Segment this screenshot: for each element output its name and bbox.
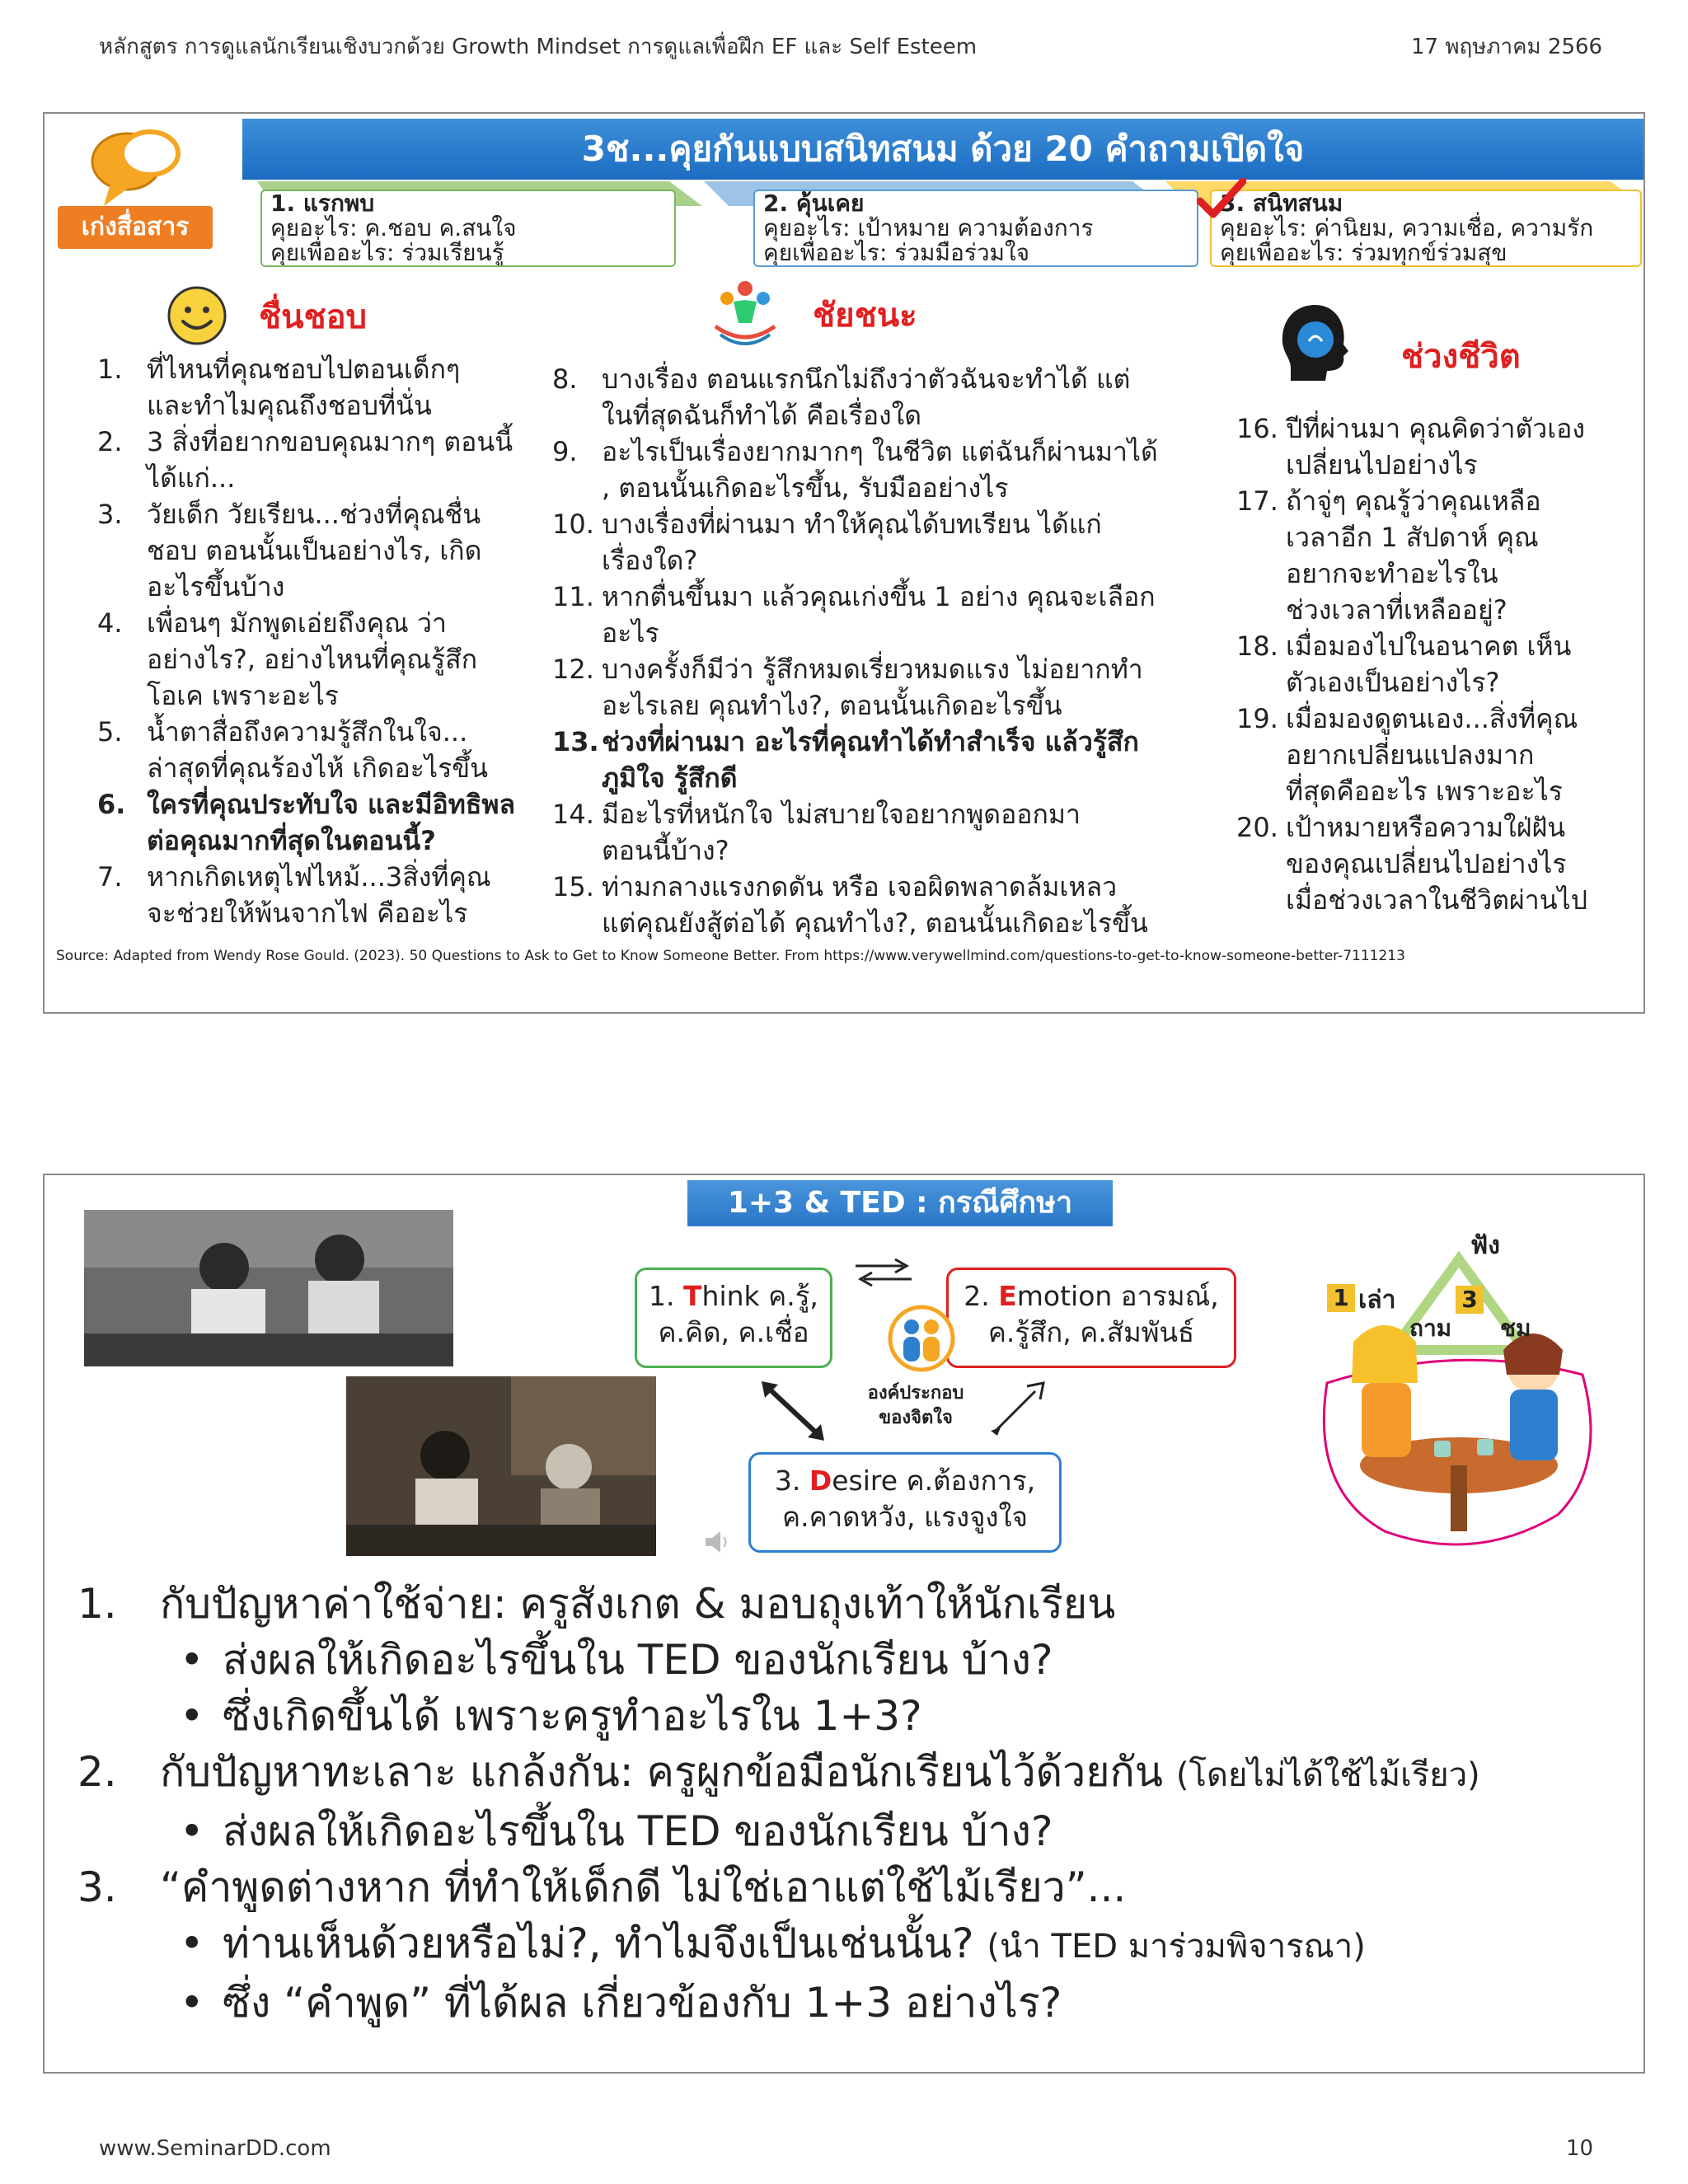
stage-purpose: คุยเพื่ออะไร: ร่วมเรียนรู้ xyxy=(270,239,504,266)
item-text: ส่งผลให้เกิดอะไรขึ้นใน TED ของนักเรียน บ้าง? xyxy=(223,1636,1053,1684)
question-text-line: อะไรขึ้นบ้าง xyxy=(147,571,285,602)
question-text-line: น้ำตาสื่อถึงความรู้สึกในใจ... xyxy=(147,716,468,748)
question-item xyxy=(552,506,1278,579)
question-number: 6. xyxy=(97,789,126,820)
question-number: 15. xyxy=(552,871,594,902)
question-text-line: 3 สิ่งที่อยากขอบคุณมากๆ ตอนนี้ xyxy=(147,426,513,457)
stage-title: 3. สนิทสนม xyxy=(1220,190,1343,217)
smiley-icon xyxy=(165,284,229,348)
question-item xyxy=(97,714,600,786)
emotion-box xyxy=(946,1268,1236,1368)
desire-label: esire ค.ต้องการ, xyxy=(832,1465,1036,1497)
think-label: hink ค.รู้, xyxy=(701,1280,818,1312)
question-item xyxy=(1236,701,1632,809)
source-citation: Source: Adapted from Wendy Rose Gould. (2023). 50 Questions to Ask to Get to Know Someone Better. From https://www.verywellmind.com/questions-to-get-to-know-someone-better-7111213 xyxy=(56,948,1405,964)
discussion-subitem xyxy=(77,1803,1480,1859)
discussion-questions xyxy=(77,1576,1480,2031)
bullet: • xyxy=(180,1692,204,1740)
question-text-line: อะไรเป็นเรื่องยากมากๆ ในชีวิต แต่ฉันก็ผ่านมาได้ xyxy=(602,436,1158,467)
discussion-subitem xyxy=(77,1632,1480,1688)
discussion-item xyxy=(77,1744,1480,1803)
people-trophy-icon xyxy=(709,277,781,348)
stage-familiar xyxy=(753,190,1198,267)
category-likes: ชื่นชอบ xyxy=(259,298,368,336)
item-number: 3. xyxy=(77,1863,117,1911)
question-text-line: เปลี่ยนไปอย่างไร xyxy=(1286,449,1478,480)
question-item xyxy=(97,496,600,605)
question-number: 18. xyxy=(1236,630,1278,662)
think-box xyxy=(635,1268,832,1368)
item-text: ส่งผลให้เกิดอะไรขึ้นใน TED ของนักเรียน บ้าง? xyxy=(223,1807,1053,1855)
discussion-subitem xyxy=(77,1915,1480,1975)
item-text: ซึ่งเกิดขึ้นได้ เพราะครูทำอะไรใน 1+3? xyxy=(223,1692,922,1740)
question-text-line: แต่คุณยังสู้ต่อได้ คุณทำไง?, ตอนนั้นเกิดอะไรขึ้น xyxy=(602,907,1148,939)
question-number: 13. xyxy=(552,726,599,757)
item-text: กับปัญหาทะเลาะ แกล้งกัน: ครูผูกข้อมือนักเรียนไว้ด้วยกัน xyxy=(160,1748,1176,1796)
stage-topic: คุยอะไร: ค่านิยม, ความเชื่อ, ความรัก xyxy=(1220,214,1594,241)
item-note: (โดยไม่ได้ใช้ไม้เรียว) xyxy=(1175,1756,1480,1794)
question-text-line: เป้าหมายหรือความใฝ่ฝัน xyxy=(1286,812,1566,843)
comm-tell-number: 1 xyxy=(1327,1284,1355,1312)
question-text-line: วัยเด็ก วัยเรียน...ช่วงที่คุณชื่น xyxy=(147,499,481,530)
question-text-line: ตอนนี้บ้าง? xyxy=(602,835,729,866)
question-text-line: ที่สุดคืออะไร เพราะอะไร xyxy=(1286,776,1563,807)
item-note: (นำ TED มาร่วมพิจารณา) xyxy=(987,1928,1366,1966)
question-number: 2. xyxy=(97,426,123,457)
head-silhouette-icon xyxy=(1276,302,1355,384)
stage-first-meet xyxy=(260,190,676,267)
question-item xyxy=(1236,628,1632,701)
question-item xyxy=(552,361,1278,434)
question-item xyxy=(1236,483,1632,628)
question-text-line: ใครที่คุณประทับใจ และมีอิทธิพล xyxy=(147,789,516,820)
question-text-line: เมื่อมองดูตนเอง...สิ่งที่คุณ xyxy=(1286,703,1578,734)
bullet: • xyxy=(180,1636,204,1684)
stage-title: 1. แรกพบ xyxy=(270,190,375,217)
item-text: ท่านเห็นด้วยหรือไม่?, ทำไมจึงเป็นเช่นนั้น? xyxy=(223,1919,987,1967)
double-arrow-icon xyxy=(852,1256,915,1289)
question-text-line: บางครั้งก็มีว่า รู้สึกหมดเรี่ยวหมดแรง ไม่อยากทำ xyxy=(602,654,1143,685)
question-text-line: อยากจะทำอะไรใน xyxy=(1286,558,1498,589)
question-text-line: ชอบ ตอนนั้นเป็นอย่างไร, เกิด xyxy=(147,535,482,566)
checkmark-icon xyxy=(1197,178,1246,219)
question-text-line: หากเกิดเหตุไฟไหม้...3สิ่งที่คุณ xyxy=(147,861,491,893)
category-victory: ชัยชนะ xyxy=(813,297,917,335)
question-item xyxy=(97,786,600,859)
bullet: • xyxy=(180,1919,204,1967)
question-text-line: อะไร xyxy=(602,617,659,649)
item-text: ซึ่ง “คำพูด” ที่ได้ผล เกี่ยวข้องกับ 1+3 อย่างไร? xyxy=(223,1979,1062,2027)
question-number: 16. xyxy=(1236,413,1278,444)
questions-victory-list xyxy=(552,361,1278,941)
question-item xyxy=(97,859,600,931)
arrow-emotion-desire-icon xyxy=(982,1381,1048,1441)
question-text-line: ในที่สุดฉันก็ทำได้ คือเรื่องใด xyxy=(602,400,922,431)
question-text-line: มีอะไรที่หนักใจ ไม่สบายใจอยากพูดออกมา xyxy=(602,799,1081,830)
question-text-line: ช่วงที่ผ่านมา อะไรที่คุณทำได้ทำสำเร็จ แล้วรู้สึก xyxy=(602,726,1139,757)
question-item xyxy=(552,869,1278,941)
questions-likes-list xyxy=(97,351,600,931)
question-item xyxy=(1236,809,1632,918)
question-number: 9. xyxy=(552,436,578,467)
question-text-line: ได้แก่... xyxy=(147,462,236,494)
mind-components-line1: องค์ประกอบ xyxy=(867,1383,964,1404)
question-text-line: บางเรื่องที่ผ่านมา ทำให้คุณได้บทเรียน ได้แก่ xyxy=(602,509,1102,540)
question-text-line: ของคุณเปลี่ยนไปอย่างไร xyxy=(1286,848,1567,879)
discussion-subitem xyxy=(77,1688,1480,1744)
stage-purpose: คุยเพื่ออะไร: ร่วมมือร่วมใจ xyxy=(763,239,1030,266)
question-text-line: เมื่อมองไปในอนาคต เห็น xyxy=(1286,630,1572,662)
discussion-item xyxy=(77,1859,1480,1915)
course-title: หลักสูตร การดูแลนักเรียนเชิงบวกด้วย Growth Mindset การดูแลเพื่อฝึก EF และ Self Esteem xyxy=(99,35,978,59)
item-text: “คำพูดต่างหาก ที่ทำให้เด็กดี ไม่ใช่เอาแต่ใช้ไม้เรียว”... xyxy=(160,1863,1127,1911)
question-item xyxy=(552,579,1278,651)
question-number: 1. xyxy=(97,354,123,385)
question-text-line: ภูมิใจ รู้สึกดี xyxy=(602,762,738,794)
comm-tell: เล่า xyxy=(1358,1286,1396,1315)
desire-detail: ค.คาดหวัง, แรงจูงใจ xyxy=(782,1501,1028,1533)
classroom-photo-teacher xyxy=(346,1376,656,1556)
emotion-letter: E xyxy=(998,1280,1017,1312)
question-text-line: โอเค เพราะอะไร xyxy=(147,680,339,711)
desire-box xyxy=(748,1452,1062,1553)
question-item xyxy=(97,605,600,714)
desire-letter: D xyxy=(809,1465,832,1497)
slide-ted-case-study xyxy=(43,1174,1645,2074)
question-text-line: อย่างไร?, อย่างไหนที่คุณรู้สึก xyxy=(147,644,478,675)
emotion-num: 2. xyxy=(964,1280,999,1312)
item-number: 1. xyxy=(77,1580,117,1628)
stage-close xyxy=(1210,190,1642,267)
bullet: • xyxy=(180,1807,204,1855)
question-text-line: เวลาอีก 1 สัปดาห์ คุณ xyxy=(1286,522,1539,553)
comm-praise: ชม xyxy=(1500,1315,1531,1342)
header-date: 17 พฤษภาคม 2566 xyxy=(1411,35,1603,59)
question-text-line: เพื่อนๆ มักพูดเอ่ยถึงคุณ ว่า xyxy=(147,607,447,639)
question-text-line: อะไรเลย คุณทำไง?, ตอนนั้นเกิดอะไรขึ้น xyxy=(602,690,1062,721)
conversation-cartoon xyxy=(1294,1218,1612,1556)
question-number: 7. xyxy=(97,861,123,893)
discussion-item xyxy=(77,1576,1480,1632)
question-number: 3. xyxy=(97,499,123,530)
desire-num: 3. xyxy=(774,1465,809,1497)
think-num: 1. xyxy=(649,1280,684,1312)
question-text-line: และทำไมคุณถึงชอบที่นั่น xyxy=(147,390,432,421)
comm-listen: ฟัง xyxy=(1470,1231,1500,1260)
question-number: 19. xyxy=(1236,703,1278,734)
question-text-line: ที่ไหนที่คุณชอบไปตอนเด็กๆ xyxy=(147,354,461,385)
question-text-line: , ตอนนั้นเกิดอะไรขึ้น, รับมืออย่างไร xyxy=(602,472,1009,504)
stage-topic: คุยอะไร: เป้าหมาย ความต้องการ xyxy=(763,214,1094,241)
comm-number-3: 3 xyxy=(1456,1286,1484,1314)
question-number: 4. xyxy=(97,607,123,639)
speech-bubbles-icon xyxy=(86,124,185,214)
question-text-line: ปีที่ผ่านมา คุณคิดว่าตัวเอง xyxy=(1286,413,1585,444)
question-text-line: บางเรื่อง ตอนแรกนึกไม่ถึงว่าตัวฉันจะทำได้ แต่ xyxy=(602,363,1131,395)
question-text-line: อยากเปลี่ยนแปลงมาก xyxy=(1286,739,1535,771)
question-number: 12. xyxy=(552,654,594,685)
page-number: 10 xyxy=(1566,2136,1594,2161)
slide2-title: 1+3 & TED : กรณีศึกษา xyxy=(687,1180,1113,1226)
question-text-line: ถ้าจู่ๆ คุณรู้ว่าคุณเหลือ xyxy=(1286,485,1541,517)
question-number: 14. xyxy=(552,799,594,830)
bullet: • xyxy=(180,1979,204,2027)
question-item xyxy=(552,724,1278,796)
stage-title: 2. คุ้นเคย xyxy=(763,190,865,217)
discussion-subitem xyxy=(77,1975,1480,2031)
item-number: 2. xyxy=(77,1748,117,1796)
mind-components-label xyxy=(854,1381,978,1431)
footer-website: www.SeminarDD.com xyxy=(99,2136,331,2161)
question-number: 5. xyxy=(97,716,123,748)
question-item xyxy=(97,424,600,496)
question-item xyxy=(97,351,600,424)
question-text-line: เรื่องใด? xyxy=(602,545,698,576)
stage-topic: คุยอะไร: ค.ชอบ ค.สนใจ xyxy=(270,214,517,241)
arrow-think-desire-icon xyxy=(760,1381,826,1441)
question-text-line: ต่อคุณมากที่สุดในตอนนี้? xyxy=(147,825,436,856)
emotion-detail: ค.รู้สึก, ค.สัมพันธ์ xyxy=(987,1316,1195,1348)
communication-badge: เก่งสื่อสาร xyxy=(58,206,213,249)
question-text-line: ช่วงเวลาที่เหลืออยู่? xyxy=(1286,594,1507,626)
question-text-line: ล่าสุดที่คุณร้องไห้ เกิดอะไรขึ้น xyxy=(147,752,488,784)
question-number: 10. xyxy=(552,509,594,540)
question-item xyxy=(552,651,1278,724)
stage-purpose: คุยเพื่ออะไร: ร่วมทุกข์ร่วมสุข xyxy=(1220,239,1507,266)
question-number: 8. xyxy=(552,363,578,395)
speaker-icon[interactable] xyxy=(704,1530,732,1554)
question-text-line: เมื่อช่วงเวลาในชีวิตผ่านไป xyxy=(1286,884,1588,916)
category-life-stage: ช่วงชีวิต xyxy=(1401,338,1521,376)
emotion-label: motion อารมณ์, xyxy=(1016,1280,1219,1312)
think-detail: ค.คิด, ค.เชื่อ xyxy=(658,1316,809,1348)
question-text-line: ตัวเองเป็นอย่างไร? xyxy=(1286,667,1500,698)
question-item xyxy=(552,434,1278,506)
comm-ask: ถาม xyxy=(1409,1315,1452,1342)
item-text: กับปัญหาค่าใช้จ่าย: ครูสังเกต & มอบถุงเท้าให้นักเรียน xyxy=(160,1580,1116,1628)
people-circle-icon xyxy=(887,1299,956,1378)
slide-title: 3ช...คุยกันแบบสนิทสนม ด้วย 20 คำถามเปิดใจ xyxy=(242,119,1643,180)
question-item xyxy=(1236,410,1632,483)
think-letter: T xyxy=(683,1280,702,1312)
question-number: 20. xyxy=(1236,812,1278,843)
mind-components-line2: ของจิตใจ xyxy=(879,1408,953,1428)
question-item xyxy=(552,796,1278,869)
questions-life-stage-list xyxy=(1236,410,1632,918)
question-number: 17. xyxy=(1236,485,1278,517)
question-text-line: จะช่วยให้พ้นจากไฟ คืออะไร xyxy=(147,898,468,929)
question-text-line: หากตื่นขึ้นมา แล้วคุณเก่งขึ้น 1 อย่าง คุณจะเลือก xyxy=(602,581,1156,612)
classroom-photo-students xyxy=(84,1210,453,1366)
slide-20-questions xyxy=(43,112,1645,1014)
question-number: 11. xyxy=(552,581,594,612)
question-text-line: ท่ามกลางแรงกดดัน หรือ เจอผิดพลาดล้มเหลว xyxy=(602,871,1118,902)
